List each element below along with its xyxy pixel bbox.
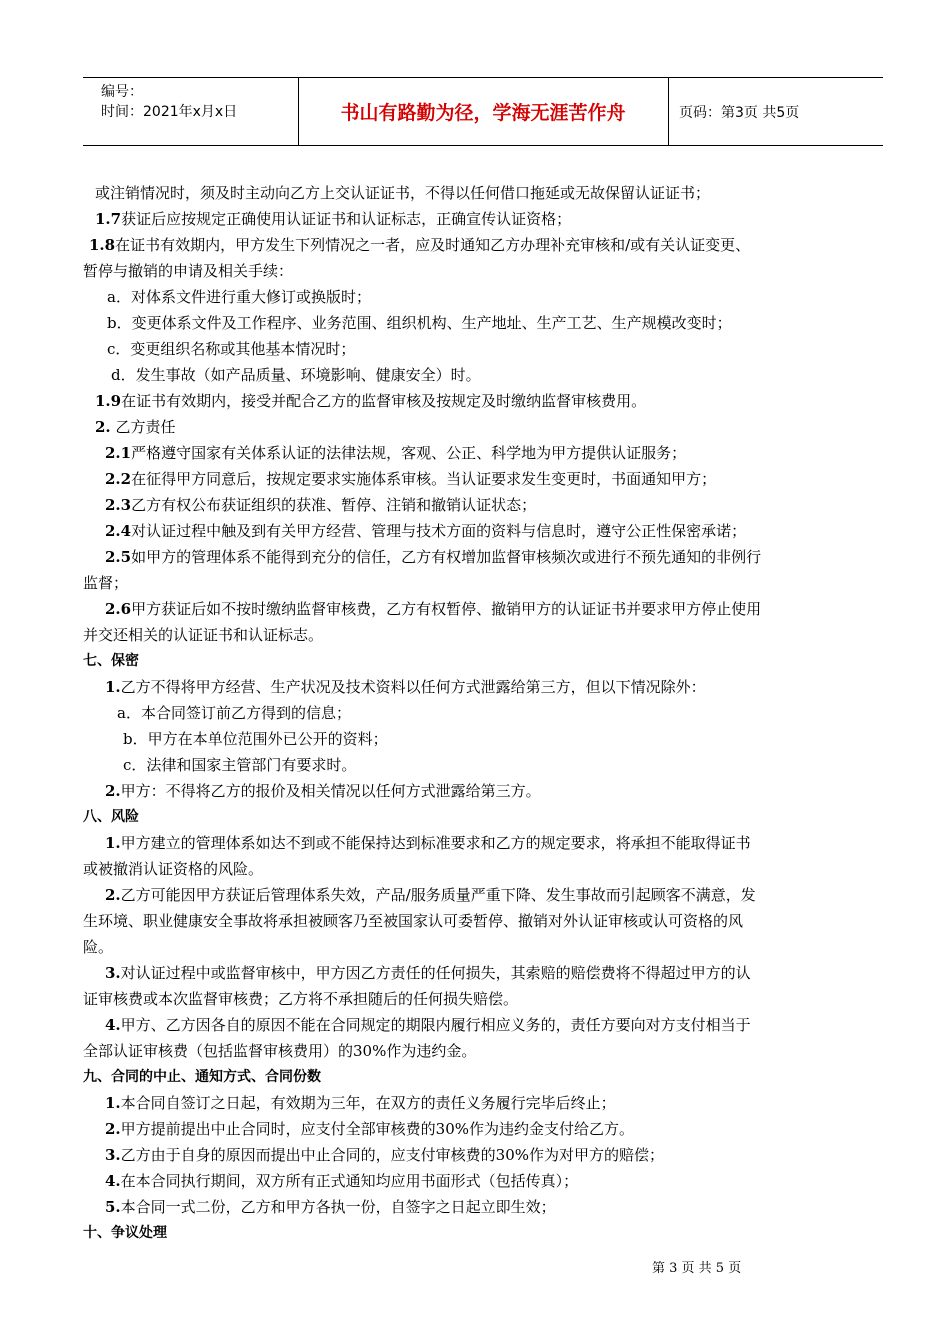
- body-line: 1.乙方不得将甲方经营、生产状况及技术资料以任何方式泄露给第三方，但以下情况除外：: [105, 678, 706, 696]
- body-line: 1.7获证后应按规定正确使用认证证书和认证标志，正确宣传认证资格；: [95, 210, 572, 228]
- body-line: 5.本合同一式二份，乙方和甲方各执一份，自签字之日起立即生效；: [105, 1198, 556, 1216]
- body-line: 2.5如甲方的管理体系不能得到充分的信任，乙方有权增加监督审核频次或进行不预先通知的非例行: [105, 548, 762, 566]
- body-line: 1.9在证书有效期内，接受并配合乙方的监督审核及按规定及时缴纳监督审核费用。: [95, 392, 647, 410]
- body-line: 1.8在证书有效期内，甲方发生下列情况之一者，应及时通知乙方办理补充审核和/或有关认证变更、: [89, 236, 751, 254]
- list-item: b．甲方在本单位范围外已公开的资料；: [123, 730, 388, 748]
- header-motto: 书山有路勤为径，学海无涯苦作舟: [340, 102, 626, 124]
- list-item: b．变更体系文件及工作程序、业务范围、组织机构、生产地址、生产工艺、生产规模改变时；: [107, 314, 732, 332]
- body-line: 2.4对认证过程中触及到有关甲方经营、管理与技术方面的资料与信息时，遵守公正性保密承诺；: [105, 522, 747, 540]
- section-heading: 十、争议处理: [83, 1225, 167, 1241]
- page-header: [83, 77, 883, 146]
- body-line: 2.2在征得甲方同意后，按规定要求实施体系审核。当认证要求发生变更时，书面通知甲方；: [105, 470, 717, 488]
- body-line: 4.甲方、乙方因各自的原因不能在合同规定的期限内履行相应义务的，责任方要向对方支付相当于: [105, 1016, 751, 1034]
- list-item: d．发生事故（如产品质量、环境影响、健康安全）时。: [111, 366, 481, 384]
- list-item: c．法律和国家主管部门有要求时。: [123, 756, 357, 774]
- body-line: 证审核费或本次监督审核费；乙方将不承担随后的任何损失赔偿。: [83, 990, 519, 1008]
- list-item: c．变更组织名称或其他基本情况时；: [107, 340, 356, 358]
- document-number-label: 编号：: [101, 84, 143, 100]
- body-line: 2.1严格遵守国家有关体系认证的法律法规，客观、公正、科学地为甲方提供认证服务；: [105, 444, 687, 462]
- body-line: 监督；: [83, 574, 129, 592]
- document-body: [83, 180, 895, 1246]
- body-line: 3.乙方由于自身的原因而提出中止合同的，应支付审核费的30%作为对甲方的赔偿；: [105, 1146, 665, 1164]
- body-line: 2.6甲方获证后如不按时缴纳监督审核费，乙方有权暂停、撤销甲方的认证证书并要求甲方停止使用: [105, 600, 762, 618]
- body-line: 3.对认证过程中或监督审核中，甲方因乙方责任的任何损失，其索赔的赔偿费将不得超过甲方的认: [105, 964, 751, 982]
- body-line: 1.本合同自签订之日起，有效期为三年，在双方的责任义务履行完毕后终止；: [105, 1094, 616, 1112]
- body-line: 2.甲方：不得将乙方的报价及相关情况以任何方式泄露给第三方。: [105, 782, 541, 800]
- list-item: a．对体系文件进行重大修订或换版时；: [107, 288, 371, 306]
- page-footer: 第 3 页 共 5 页: [652, 1261, 742, 1276]
- list-item: a．本合同签订前乙方得到的信息；: [117, 704, 351, 722]
- body-line: 暂停与撤销的申请及相关手续：: [83, 262, 294, 280]
- header-divider-right: [668, 78, 669, 145]
- body-line: 4.在本合同执行期间，双方所有正式通知均应用书面形式（包括传真）；: [105, 1172, 579, 1190]
- body-line: 或注销情况时，须及时主动向乙方上交认证证书，不得以任何借口拖延或无故保留认证证书；: [95, 184, 711, 202]
- header-meta: [101, 82, 237, 122]
- body-line: 2.3乙方有权公布获证组织的获准、暂停、注销和撤销认证状态；: [105, 496, 537, 514]
- section-heading: 七、保密: [83, 653, 139, 669]
- body-line: 险。: [83, 938, 114, 956]
- body-line: 全部认证审核费（包括监督审核费用）的30%作为违约金。: [83, 1042, 477, 1060]
- body-line: 生环境、职业健康安全事故将承担被顾客乃至被国家认可委暂停、撤销对外认证审核或认可资格的风: [83, 912, 744, 930]
- body-line: 并交还相关的认证证书和认证标志。: [83, 626, 324, 644]
- body-line: 或被撤消认证资格的风险。: [83, 860, 264, 878]
- section-heading: 八、风险: [83, 809, 139, 825]
- header-page-info: 页码：第3页 共5页: [679, 105, 800, 121]
- document-time-label: 时间：2021年x月x日: [101, 104, 238, 120]
- body-line: 2.甲方提前提出中止合同时，应支付全部审核费的30%作为违约金支付给乙方。: [105, 1120, 635, 1138]
- body-line: 2.乙方可能因甲方获证后管理体系失效，产品/服务质量严重下降、发生事故而引起顾客不满意，发: [105, 886, 756, 904]
- body-line: 1.甲方建立的管理体系如达不到或不能保持达到标准要求和乙方的规定要求，将承担不能取得证书: [105, 834, 751, 852]
- body-line: 2. 乙方责任: [95, 418, 176, 436]
- section-heading: 九、合同的中止、通知方式、合同份数: [83, 1069, 321, 1085]
